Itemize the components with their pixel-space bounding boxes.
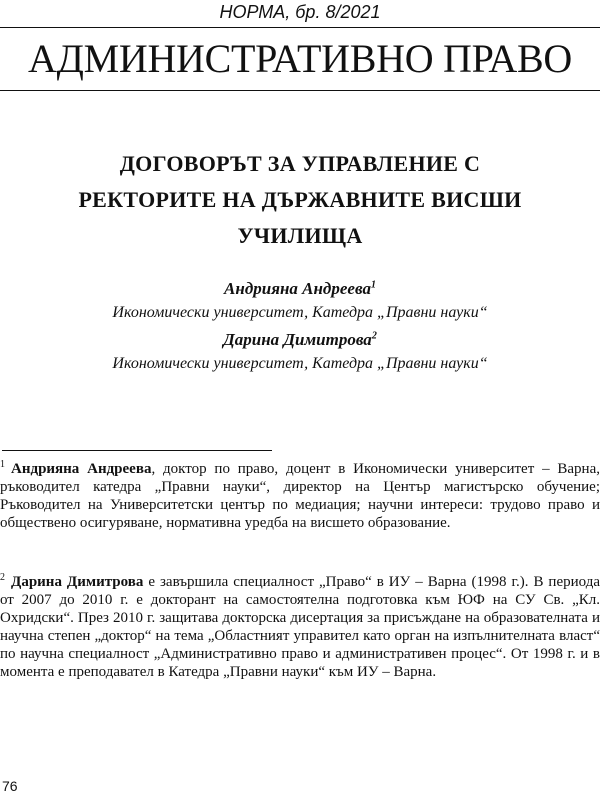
author-name: Дарина Димитрова$^2$ <box>223 330 377 349</box>
header-rule-top <box>0 27 600 28</box>
section-title: АДМИНИСТРАТИВНО ПРАВО <box>28 36 572 81</box>
footnote-number: 1 <box>0 459 5 470</box>
footnote-author-name: Андрияна Андреева <box>11 461 152 477</box>
article-title-line: УЧИЛИЩА <box>237 223 363 248</box>
footnote-text: , доктор по право, доцент в Икономически университет – Варна, ръководител катедра „Правни науки“, директор на Център магистърско обучение; Ръководител на Университетски център по медиация; научни интереси: трудово право и обществено осигуряване, нормативна уредба на висшето образование. <box>0 461 600 531</box>
running-head: НОРМА, бр. 8/2021 <box>219 2 381 22</box>
article-title-line: РЕКТОРИТЕ НА ДЪРЖАВНИТЕ ВИСШИ <box>78 187 522 212</box>
footnote-text: е завършила специалност „Право“ в ИУ – Варна (1998 г.). В периода от 2007 до 2010 г. е докторант на самостоятелна подготовка към ЮФ на СУ Св. „Кл. Охридски“. През 2010 г. защитава докторска дисертация за присъждане на образователната и научна степен „доктор“ на тема „Областният управител като орган на изпълнителната власт“ по научна специалност „Административно право и административен процес“. От 1998 г. и в момента е преподавател в Катедра „Правни науки“ към ИУ – Варна. <box>0 574 600 680</box>
footnote-number: 2 <box>0 572 5 583</box>
footnote-author-name: Дарина Димитрова <box>11 574 144 590</box>
article-title <box>20 146 580 254</box>
article-title-line: ДОГОВОРЪТ ЗА УПРАВЛЕНИЕ С <box>119 151 481 176</box>
page-number: 76 <box>2 778 18 794</box>
author-affiliation: Икономически университет, Катедра „Правни науки“ <box>112 355 488 372</box>
author-name: Андрияна Андреева$^1$ <box>224 279 376 298</box>
footnote-1 <box>0 460 600 532</box>
author-block-1 <box>0 279 600 324</box>
author-block-2 <box>0 330 600 375</box>
footnote-separator <box>2 450 272 451</box>
footnote-marker: 1 <box>370 279 376 291</box>
footnote-2 <box>0 573 600 681</box>
footnote-marker: 2 <box>371 330 377 342</box>
header-rule-bottom <box>0 90 600 91</box>
author-affiliation: Икономически университет, Катедра „Правни науки“ <box>112 304 488 321</box>
